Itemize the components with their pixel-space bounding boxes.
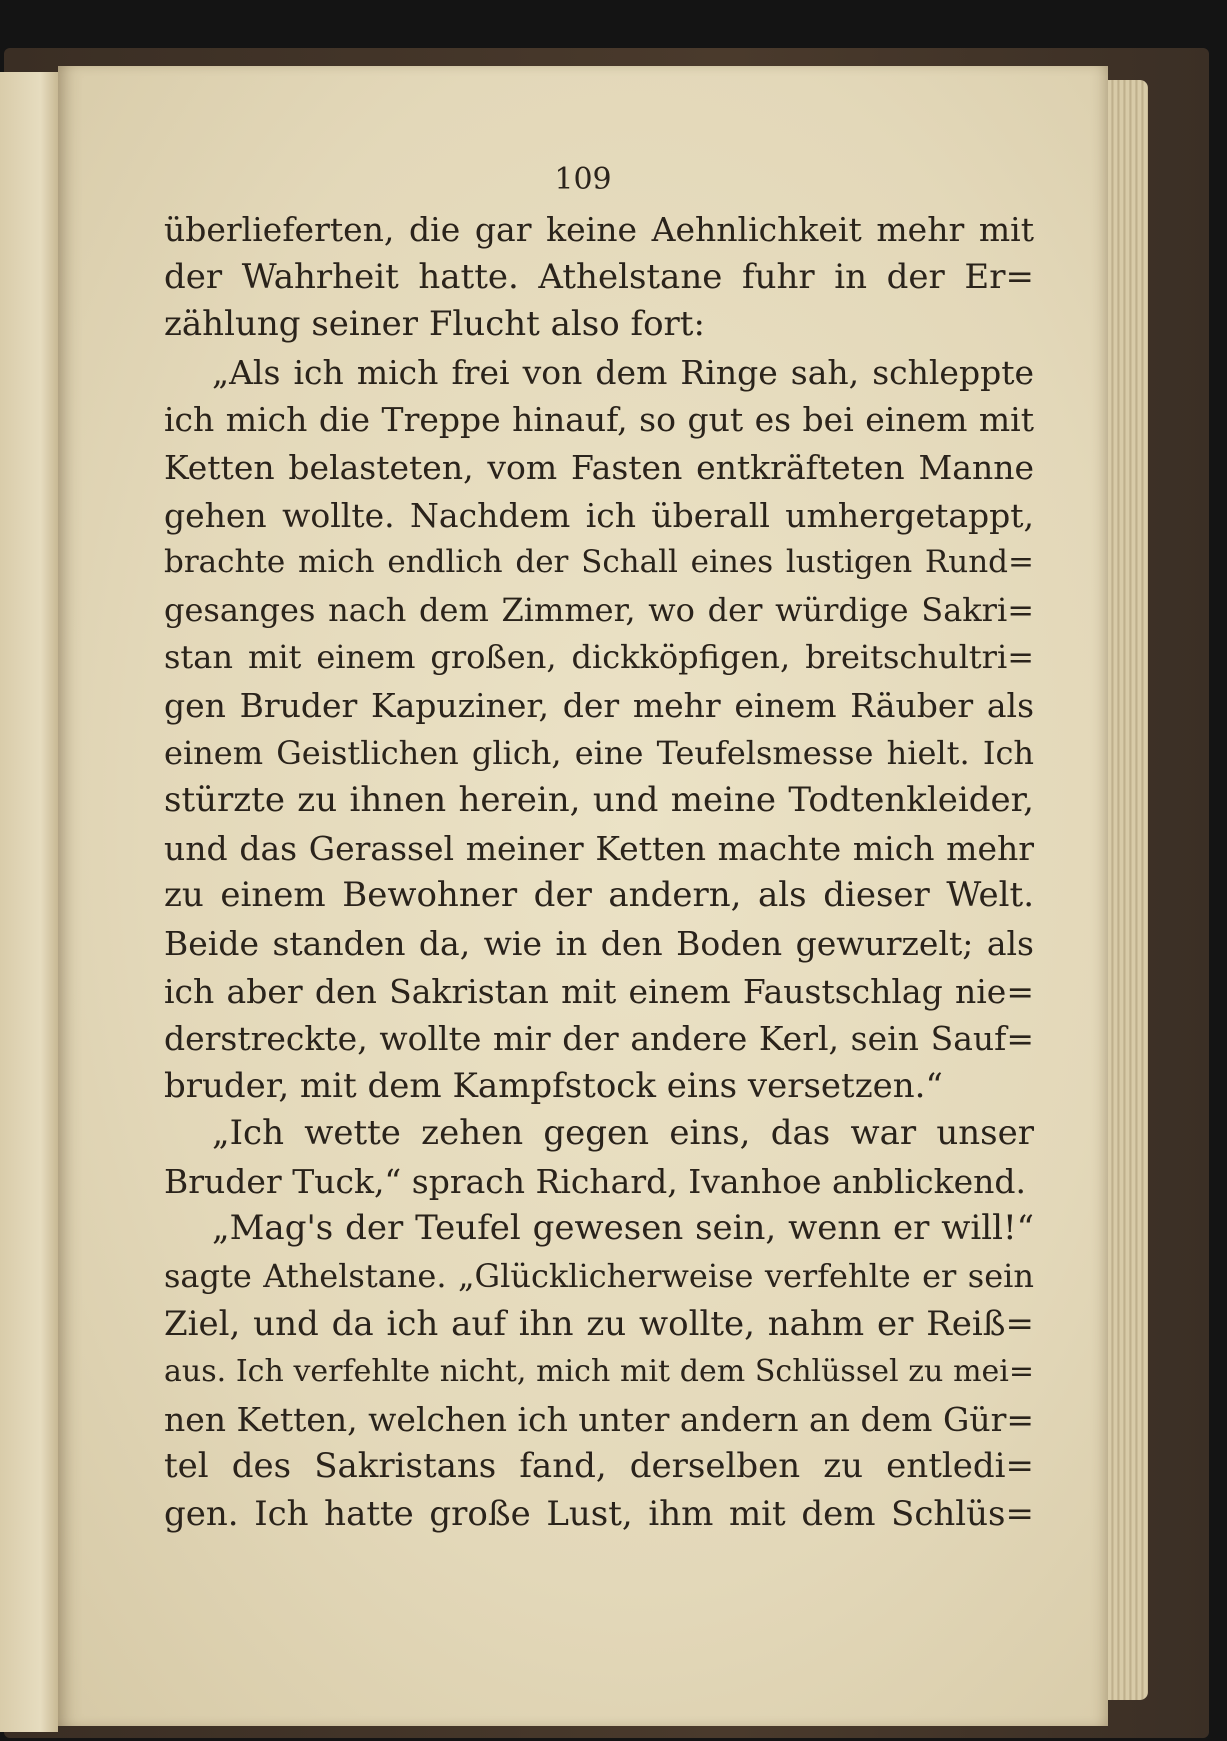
text-line: „Ich wette zehen gegen eins, das war unser <box>212 1113 1034 1154</box>
text-line: tel des Sakristans fand, derselben zu entledi= <box>164 1446 1034 1487</box>
right-page <box>58 66 1108 1726</box>
text-line: Ziel, und da ich auf ihn zu wollte, nahm er Reiß= <box>164 1303 1034 1344</box>
text-line: Bruder Tuck,“ sprach Richard, Ivanhoe anblickend. <box>164 1161 1026 1201</box>
text-line: nen Ketten, welchen ich unter andern an dem Gür= <box>164 1399 1034 1439</box>
text-line: einem Geistlichen glich, eine Teufelsmesse hielt. Ich <box>164 733 1034 772</box>
text-line: bruder, mit dem Kampfstock eins versetzen.“ <box>164 1065 943 1106</box>
text-line: derstreckte, wollte mir der andere Kerl, sein Sauf= <box>164 1019 1034 1059</box>
text-line: „Als ich mich frei von dem Ringe sah, schleppte <box>212 352 1034 392</box>
text-line: sagte Athelstane. „Glücklicherweise verfehlte er sein <box>164 1257 1034 1296</box>
text-line: stan mit einem großen, dickköpfigen, breitschultri= <box>164 638 1034 677</box>
text-line: ich mich die Treppe hinauf, so gut es bei einem mit <box>164 400 1034 440</box>
text-line: Beide standen da, wie in den Boden gewurzelt; als <box>164 923 1034 963</box>
text-line: zählung seiner Flucht also fort: <box>164 304 705 345</box>
text-line: aus. Ich verfehlte nicht, mich mit dem Schlüssel zu mei= <box>164 1354 1034 1390</box>
text-line: überlieferten, die gar keine Aehnlichkeit mehr mit <box>164 210 1034 249</box>
text-line: zu einem Bewohner der andern, als dieser Welt. <box>164 875 1034 916</box>
text-line: brachte mich endlich der Schall eines lustigen Rund= <box>164 544 1034 581</box>
text-line: stürzte zu ihnen herein, und meine Todtenkleider, <box>164 780 1034 821</box>
text-line: gesanges nach dem Zimmer, wo der würdige Sakri= <box>164 590 1034 629</box>
text-line: und das Gerassel meiner Ketten machte mich mehr <box>164 828 1034 868</box>
text-line: gehen wollte. Nachdem ich überall umhergetappt, <box>164 495 1034 535</box>
text-line: Ketten belasteten, vom Fasten entkräfteten Manne <box>164 447 1034 487</box>
body-text <box>164 206 1034 1539</box>
page-number: 109 <box>554 162 612 197</box>
text-line: „Mag's der Teufel gewesen sein, wenn er will!“ <box>212 1208 1034 1249</box>
left-page-edge <box>0 72 58 1732</box>
text-line: gen. Ich hatte große Lust, ihm mit dem Schlüs= <box>164 1494 1034 1535</box>
text-line: der Wahrheit hatte. Athelstane fuhr in der Er= <box>164 256 1034 297</box>
text-line: gen Bruder Kapuziner, der mehr einem Räuber als <box>164 685 1034 725</box>
text-line: ich aber den Sakristan mit einem Faustschlag nie= <box>164 971 1034 1011</box>
